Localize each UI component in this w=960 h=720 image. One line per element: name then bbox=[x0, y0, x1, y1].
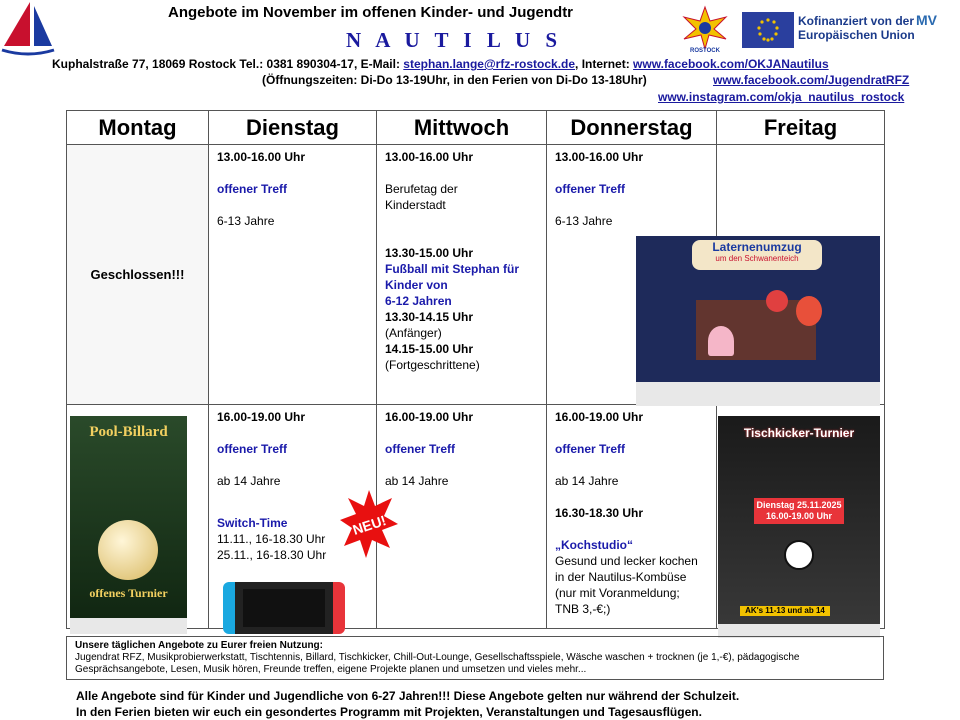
lantern-icon bbox=[766, 290, 788, 312]
cue-ball-icon bbox=[98, 520, 158, 580]
daily-offers-text: Jugendrat RFZ, Musikprobierwerkstatt, Tischtennis, Billard, Tischkicker, Chill-Out-Lounge, Gesellschaftsspiele, Wäsche waschen + trocknen (je 1,-€), pädagogische Gesprächsangebote, Lesen, Musik hören, Freunde treffen, eigene Projekte planen und umsetzen und vieles mehr... bbox=[75, 652, 800, 675]
address-text: Kuphalstraße 77, 18069 Rostock Tel.: 0381 890304-17, E-Mail: bbox=[52, 57, 400, 71]
daily-offers-title: Unsere täglichen Angebote zu Eurer freien Nutzung: bbox=[75, 640, 323, 651]
header-thursday: Donnerstag bbox=[547, 111, 717, 145]
kicker-title: Tischkicker-Turnier bbox=[743, 426, 855, 440]
new-badge-icon bbox=[340, 488, 398, 560]
kochstudio-desc: Gesund und lecker kochen in der Nautilus-Kombüse bbox=[555, 554, 698, 584]
thu-kochstudio-time: 16.30-18.30 Uhr bbox=[555, 506, 644, 520]
header-monday: Montag bbox=[67, 111, 209, 145]
kochstudio-note: (nur mit Voranmeldung; bbox=[555, 586, 680, 600]
wed-time-beginners: 13.30-14.15 Uhr bbox=[385, 310, 474, 324]
laternen-title-box bbox=[692, 240, 822, 270]
tue-evening-age: ab 14 Jahre bbox=[217, 474, 281, 488]
switch-time-title: Switch-Time bbox=[217, 516, 288, 530]
daily-offers-box bbox=[66, 636, 884, 680]
center-name: N A U T I L U S bbox=[346, 28, 563, 52]
wed-offer-1: Berufetag der bbox=[385, 182, 458, 196]
eu-text-line-2: Europäischen Union bbox=[798, 28, 915, 42]
tue-evening-offer: offener Treff bbox=[217, 442, 288, 456]
internet-label: , Internet: bbox=[575, 57, 630, 71]
laternen-subtitle: um den Schwanenteich bbox=[715, 254, 799, 263]
header-wednesday: Mittwoch bbox=[377, 111, 547, 145]
opening-hours: (Öffnungszeiten: Di-Do 13-19Uhr, in den Ferien von Di-Do 13-18Uhr) bbox=[262, 73, 647, 87]
kicker-date-box bbox=[754, 498, 844, 524]
mv-logo-icon: MV bbox=[916, 12, 937, 28]
header-friday: Freitag bbox=[717, 111, 885, 145]
new-badge-text: NEU! bbox=[350, 512, 389, 538]
rostock-logo-icon bbox=[676, 5, 734, 53]
eu-flag-icon bbox=[742, 12, 794, 48]
eu-text-line-1: Kofinanziert von der bbox=[798, 14, 915, 28]
wed-advanced: (Fortgeschrittene) bbox=[385, 358, 480, 372]
address-line bbox=[52, 57, 829, 71]
kochstudio-fee: TNB 3,-€;) bbox=[555, 602, 611, 616]
pool-billard-poster bbox=[70, 416, 187, 634]
kicker-date: Dienstag 25.11.2025 bbox=[756, 500, 842, 510]
kicker-time: 16.00-19.00 Uhr bbox=[765, 511, 833, 521]
wed-offer-2: Kinderstadt bbox=[385, 198, 446, 212]
wed-beginners: (Anfänger) bbox=[385, 326, 442, 340]
sailboat-logo-icon bbox=[0, 0, 56, 58]
wed-time: 13.00-16.00 Uhr bbox=[385, 150, 474, 164]
thu-age: 6-13 Jahre bbox=[555, 214, 613, 228]
billard-title: Pool-Billard bbox=[89, 424, 168, 440]
rostock-logo-text: ROSTOCK bbox=[690, 48, 720, 53]
facebook-jugendrat-link[interactable]: www.facebook.com/JugendratRFZ bbox=[713, 73, 910, 87]
wed-football-age: 6-12 Jahren bbox=[385, 294, 452, 308]
weekday-header-row bbox=[67, 111, 885, 145]
wed-evening-offer: offener Treff bbox=[385, 442, 456, 456]
laternen-title: Laternenumzug bbox=[712, 240, 802, 254]
billard-footer-strip bbox=[70, 618, 187, 634]
email-link[interactable]: stephan.lange@rfz-rostock.de bbox=[403, 57, 576, 71]
wednesday-evening-cell bbox=[377, 405, 547, 629]
laternen-footer-strip bbox=[636, 382, 880, 406]
girl-figure-icon bbox=[708, 326, 734, 356]
thu-offer: offener Treff bbox=[555, 182, 626, 196]
wednesday-afternoon-cell bbox=[377, 145, 547, 405]
wed-time-advanced: 14.15-15.00 Uhr bbox=[385, 342, 474, 356]
wed-time-2: 13.30-15.00 Uhr bbox=[385, 246, 474, 260]
laternenumzug-poster bbox=[636, 236, 880, 406]
thu-evening-time: 16.00-19.00 Uhr bbox=[555, 410, 644, 424]
tue-offer: offener Treff bbox=[217, 182, 288, 196]
boy-figure-icon bbox=[796, 296, 822, 326]
thu-evening-offer: offener Treff bbox=[555, 442, 626, 456]
header-tuesday: Dienstag bbox=[209, 111, 377, 145]
page-title: Angebote im November im offenen Kinder- und Jugendtr bbox=[168, 4, 574, 21]
thu-time: 13.00-16.00 Uhr bbox=[555, 150, 644, 164]
monday-cell bbox=[67, 145, 209, 405]
switch-date-1: 11.11., 16-18.30 Uhr bbox=[217, 532, 326, 546]
football-icon bbox=[784, 540, 814, 570]
tue-time: 13.00-16.00 Uhr bbox=[217, 150, 306, 164]
bottom-notice bbox=[76, 688, 739, 720]
thursday-evening-cell bbox=[547, 405, 717, 629]
eu-cofunding-text bbox=[798, 14, 915, 42]
bottom-notice-line-1: Alle Angebote sind für Kinder und Jugendliche von 6-27 Jahren!!! Diese Angebote gelten nur während der Schulzeit. bbox=[76, 689, 740, 703]
wed-evening-age: ab 14 Jahre bbox=[385, 474, 449, 488]
switch-date-2: 25.11., 16-18.30 Uhr bbox=[217, 548, 327, 562]
instagram-link[interactable]: www.instagram.com/okja_nautilus_rostock bbox=[658, 90, 905, 104]
tuesday-afternoon-cell bbox=[209, 145, 377, 405]
kicker-age-groups: AK's 11-13 und ab 14 bbox=[740, 606, 830, 616]
billard-subtitle: offenes Turnier bbox=[89, 586, 168, 600]
thu-evening-age: ab 14 Jahre bbox=[555, 474, 619, 488]
monday-closed-text: Geschlossen!!! bbox=[90, 267, 185, 282]
wed-football: Fußball mit Stephan für Kinder von bbox=[385, 262, 519, 292]
tischkicker-poster bbox=[718, 416, 880, 638]
wed-evening-time: 16.00-19.00 Uhr bbox=[385, 410, 474, 424]
bottom-notice-line-2: In den Ferien bieten wir euch ein gesondertes Programm mit Projekten, Veranstaltungen und Tagesausflügen. bbox=[76, 705, 702, 719]
tue-evening-time: 16.00-19.00 Uhr bbox=[217, 410, 306, 424]
nintendo-switch-icon bbox=[223, 580, 345, 636]
facebook-okja-link[interactable]: www.facebook.com/OKJANautilus bbox=[633, 57, 829, 71]
tue-age: 6-13 Jahre bbox=[217, 214, 275, 228]
kochstudio-title: „Kochstudio“ bbox=[555, 538, 633, 552]
